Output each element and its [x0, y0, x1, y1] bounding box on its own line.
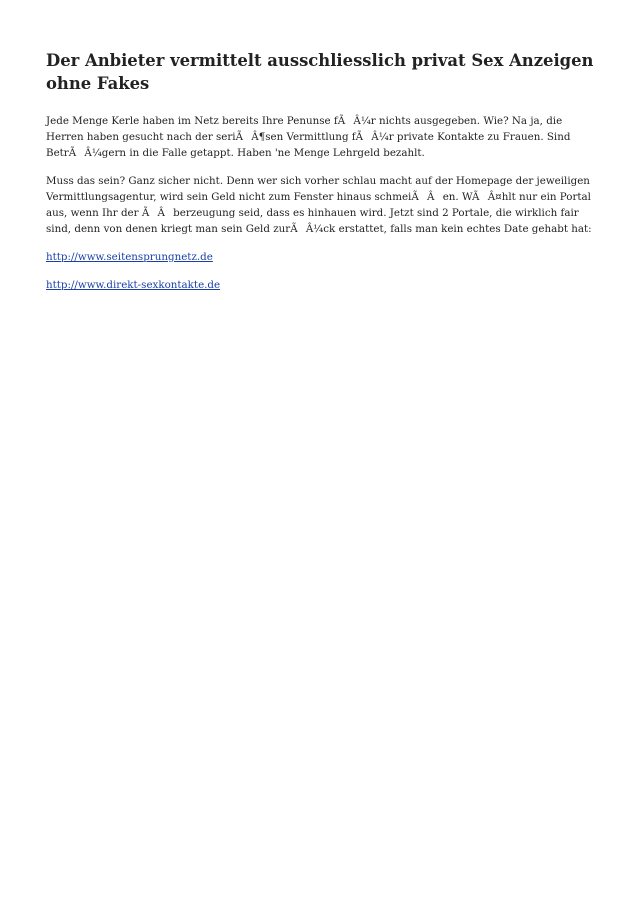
link-direkt-sexkontakte[interactable]: http://www.direkt-sexkontakte.de — [46, 279, 221, 291]
document-title: Der Anbieter vermittelt ausschliesslich privat Sex Anzeigen ohne Fakes — [46, 51, 594, 93]
link-line-direkt-sexkontakte — [46, 277, 594, 293]
document-page — [46, 49, 594, 305]
link-line-seitensprungnetz — [46, 249, 594, 265]
link-seitensprungnetz[interactable]: http://www.seitensprungnetz.de — [46, 251, 213, 263]
paragraph-advice: Muss das sein? Ganz sicher nicht. Denn wer sich vorher schlau macht auf der Homepage der jeweiligen Vermittlungsagentur, wird sein Geld nicht zum Fenster hinaus schmeiÃÂen. WÃÂ¤hlt nur ein Portal aus, wenn Ihr der ÃÂberzeugung seid, dass es hinhauen wird. Jetzt sind 2 Portale, die wirklich fair sind, denn von denen kriegt man sein Geld zurÃÂ¼ck erstattet, falls man kein echtes Date gehabt hat: — [46, 175, 592, 235]
paragraph-intro: Jede Menge Kerle haben im Netz bereits Ihre Penunse fÃÂ¼r nichts ausgegeben. Wie? Na ja, die Herren haben gesucht nach der seriÃÂ¶sen Vermittlung fÃÂ¼r private Kontakte zu Frauen. Sind BetrÃÂ¼gern in die Falle getappt. Haben 'ne Menge Lehrgeld bezahlt. — [46, 115, 571, 159]
